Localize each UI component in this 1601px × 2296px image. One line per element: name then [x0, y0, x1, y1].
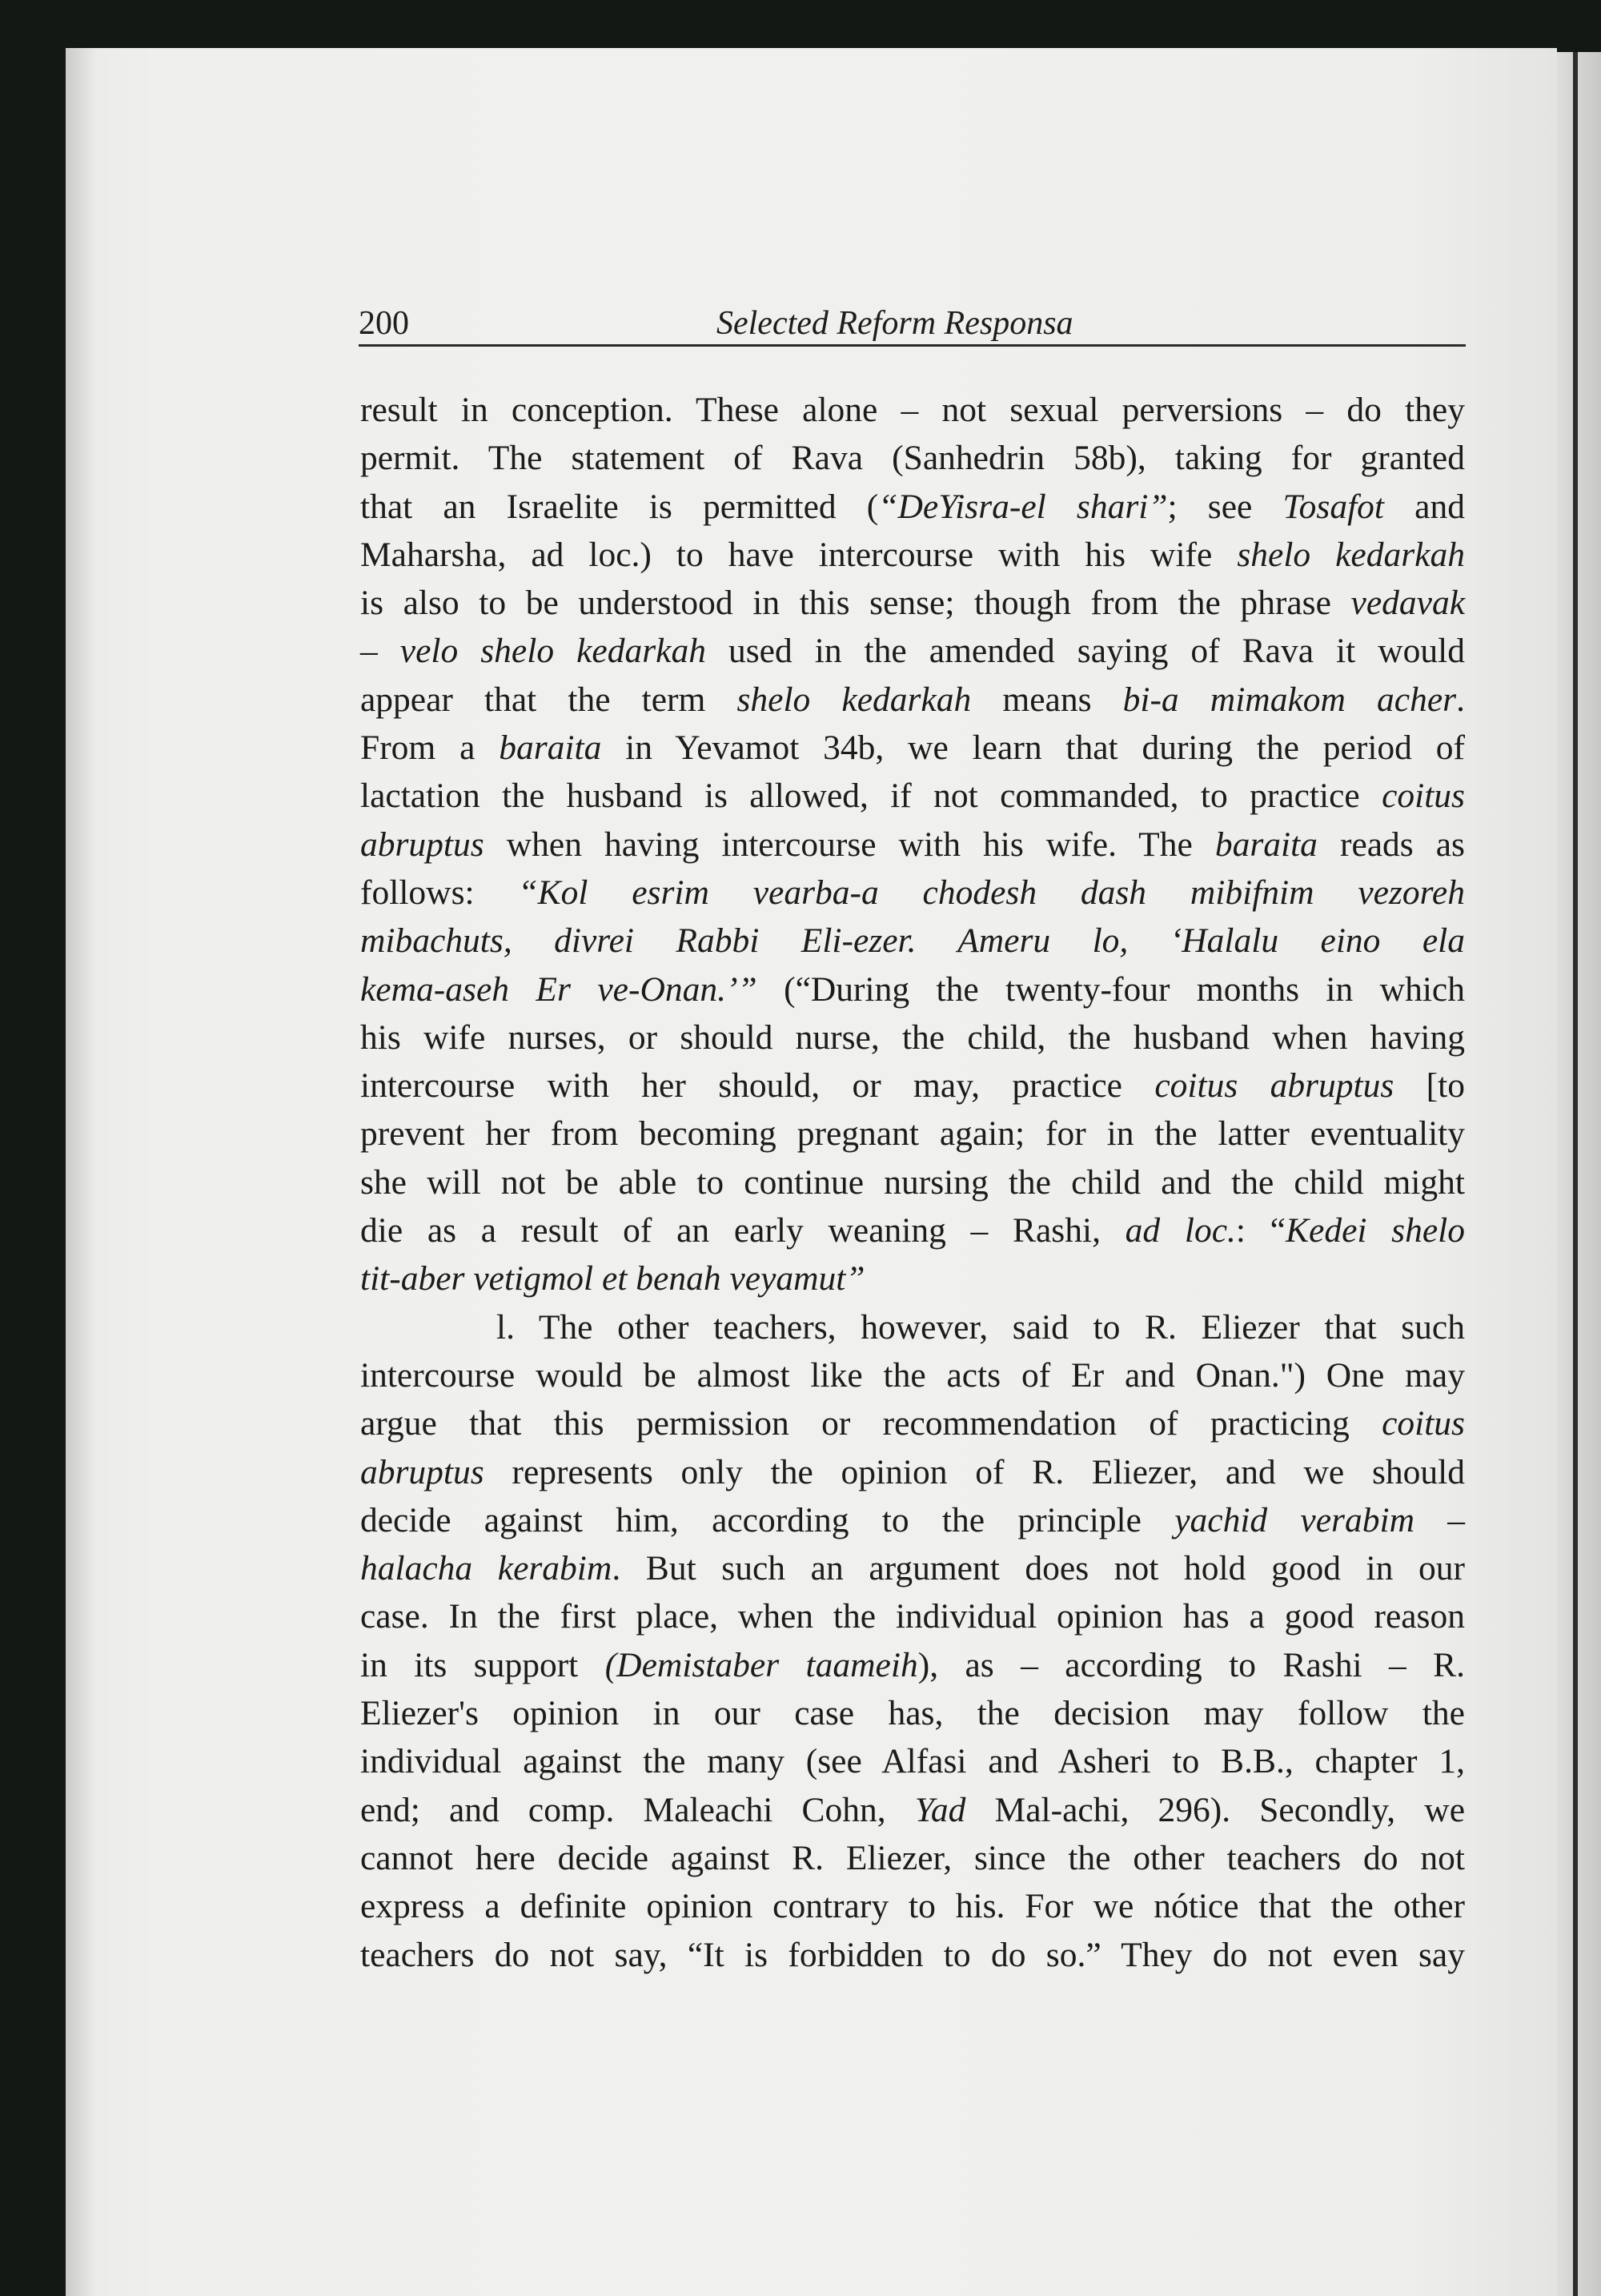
italic-text-run: abruptus: [360, 825, 484, 864]
text-run: From a: [360, 729, 500, 768]
text-run: . But such an argument does not hold good in our: [612, 1549, 1466, 1588]
italic-text-run: bi-a mimakom acher: [1122, 680, 1457, 719]
italic-text-run: velo shelo kedarkah: [399, 632, 706, 671]
text-run: result in conception. These alone – not sexual perversions – do they: [360, 391, 1465, 429]
text-line: [360, 1014, 1465, 1062]
text-run: represents only the opinion of R. Eliezer, and we should: [484, 1452, 1465, 1491]
italic-text-run: Kedei shelo: [1286, 1211, 1465, 1250]
text-run: Mal-achi, 296). Secondly, we: [965, 1790, 1465, 1829]
text-run: argue that this permission or recommendation of practicing: [360, 1404, 1382, 1443]
text-line: [360, 1931, 1465, 1979]
text-run: lactation the husband is allowed, if not commanded, to practice: [360, 777, 1382, 816]
text-run: used in the amended saying of Rava it would: [705, 632, 1465, 671]
text-run: l. The other teachers, however, said to R. Eliezer that such: [496, 1307, 1465, 1347]
text-run: .: [1456, 680, 1465, 719]
text-line: [360, 434, 1465, 482]
text-run: case. In the first place, when the individual opinion has a good reason: [360, 1597, 1465, 1636]
text-line: [360, 1158, 1465, 1206]
body-text: [360, 386, 1465, 1979]
text-line: [360, 1737, 1465, 1785]
text-run: in Yevamot 34b, we learn that during the period of: [601, 729, 1465, 768]
text-line: [360, 1399, 1465, 1447]
italic-text-run: ad loc.: [1125, 1211, 1236, 1250]
text-run: Eliezer's opinion in our case has, the decision may follow the: [360, 1694, 1465, 1733]
text-run: : “: [1235, 1211, 1286, 1250]
text-run: when having intercourse with his wife. The: [484, 825, 1215, 864]
text-line: [360, 1110, 1465, 1158]
italic-text-run: coitus: [1382, 1404, 1465, 1443]
text-line: [360, 917, 1465, 965]
text-line: [360, 483, 1465, 531]
text-line: [360, 724, 1465, 772]
text-line: [360, 1882, 1465, 1930]
page-number: 200: [359, 305, 409, 342]
italic-text-run: Tosafot: [1282, 487, 1385, 526]
text-line: [360, 1834, 1465, 1882]
text-run: that an Israelite is permitted (: [360, 487, 879, 526]
italic-text-run: “DeYisra-el shari”: [878, 487, 1168, 526]
text-line: [360, 1351, 1465, 1399]
text-run: is also to be understood in this sense; though from the phrase: [360, 584, 1351, 623]
text-run: ), as – according to Rashi – R.: [917, 1645, 1465, 1684]
text-run: individual against the many (see Alfasi and Asheri to B.B., chapter 1,: [360, 1742, 1465, 1781]
page-gutter-shadow: [66, 48, 98, 2296]
text-line: [360, 772, 1465, 820]
italic-text-run: shelo kedarkah: [1237, 535, 1465, 574]
next-page-edge: [1578, 52, 1601, 2296]
text-run: cannot here decide against R. Eliezer, since the other teachers do not: [360, 1838, 1465, 1877]
text-line: [360, 676, 1465, 724]
text-line: [360, 1786, 1465, 1834]
text-line: [360, 821, 1465, 869]
text-run: decide against him, according to the principle: [360, 1500, 1175, 1539]
text-run: end; and comp. Maleachi Cohn,: [360, 1790, 915, 1829]
text-line: [360, 965, 1465, 1014]
text-line: [360, 869, 1465, 917]
italic-text-run: mibachuts, divrei Rabbi Eli-ezer. Ameru lo, ‘Halalu eino ela: [360, 921, 1465, 961]
text-run: prevent her from becoming pregnant again; for in the latter eventuality: [360, 1114, 1465, 1154]
italic-text-run: coitus abruptus: [1154, 1066, 1394, 1106]
text-line: [360, 1303, 1465, 1351]
text-run: means: [971, 680, 1123, 719]
text-line: [360, 531, 1465, 579]
text-line: [360, 1062, 1465, 1110]
text-run: follows:: [360, 873, 519, 912]
text-run: permit. The statement of Rava (Sanhedrin 58b), taking for granted: [360, 439, 1465, 478]
italic-text-run: vedavak: [1350, 584, 1465, 623]
text-line: [360, 1254, 1465, 1303]
text-line: [360, 627, 1465, 675]
italic-text-run: (Demistaber taameih: [604, 1645, 918, 1684]
text-run: and: [1384, 487, 1465, 526]
text-line: [360, 579, 1465, 627]
text-run: reads as: [1317, 825, 1465, 864]
header-rule: [359, 344, 1466, 347]
text-run: [to: [1394, 1066, 1465, 1106]
italic-text-run: kema-aseh Er ve-Onan.’”: [360, 969, 757, 1009]
italic-text-run: baraita: [499, 729, 602, 768]
italic-text-run: coitus: [1382, 777, 1465, 816]
text-run: Maharsha, ad loc.) to have intercourse with his wife: [360, 535, 1238, 574]
italic-text-run: abruptus: [360, 1452, 484, 1491]
italic-text-run: baraita: [1214, 825, 1318, 864]
text-run: his wife nurses, or should nurse, the child, the husband when having: [360, 1018, 1465, 1057]
italic-text-run: shelo kedarkah: [736, 680, 972, 719]
italic-text-run: yachid verabim: [1174, 1500, 1414, 1539]
text-line: [360, 1496, 1465, 1544]
text-line: [360, 1544, 1465, 1592]
text-run: (“During the twenty-four months in which: [756, 969, 1465, 1009]
text-run: –: [360, 632, 400, 671]
text-run: intercourse with her should, or may, practice: [360, 1066, 1155, 1106]
text-run: ; see: [1167, 487, 1283, 526]
text-line: [360, 1448, 1465, 1496]
text-run: appear that the term: [360, 680, 737, 719]
text-line: [360, 1592, 1465, 1640]
text-line: [360, 1641, 1465, 1689]
text-line: [360, 1206, 1465, 1254]
running-title: Selected Reform Responsa: [716, 305, 1073, 342]
italic-text-run: Yad: [914, 1790, 966, 1829]
page-header: [359, 301, 1466, 346]
italic-text-run: “Kol esrim vearba-a chodesh dash mibifnim vezoreh: [518, 873, 1465, 912]
text-run: die as a result of an early weaning – Rashi,: [360, 1211, 1126, 1250]
text-run: teachers do not say, “It is forbidden to do so.” They do not even say: [360, 1935, 1465, 1974]
italic-text-run: halacha kerabim: [360, 1549, 612, 1588]
text-run: intercourse would be almost like the acts of Er and Onan.") One may: [360, 1355, 1465, 1395]
text-run: in its support: [360, 1645, 605, 1684]
text-line: [360, 386, 1465, 434]
text-run: she will not be able to continue nursing the child and the child might: [360, 1162, 1465, 1202]
italic-text-run: tit-aber vetigmol et benah veyamut”: [360, 1259, 865, 1299]
text-line: [360, 1689, 1465, 1737]
text-run: express a definite opinion contrary to his. For we nótice that the other: [360, 1887, 1465, 1926]
text-run: –: [1414, 1500, 1465, 1539]
